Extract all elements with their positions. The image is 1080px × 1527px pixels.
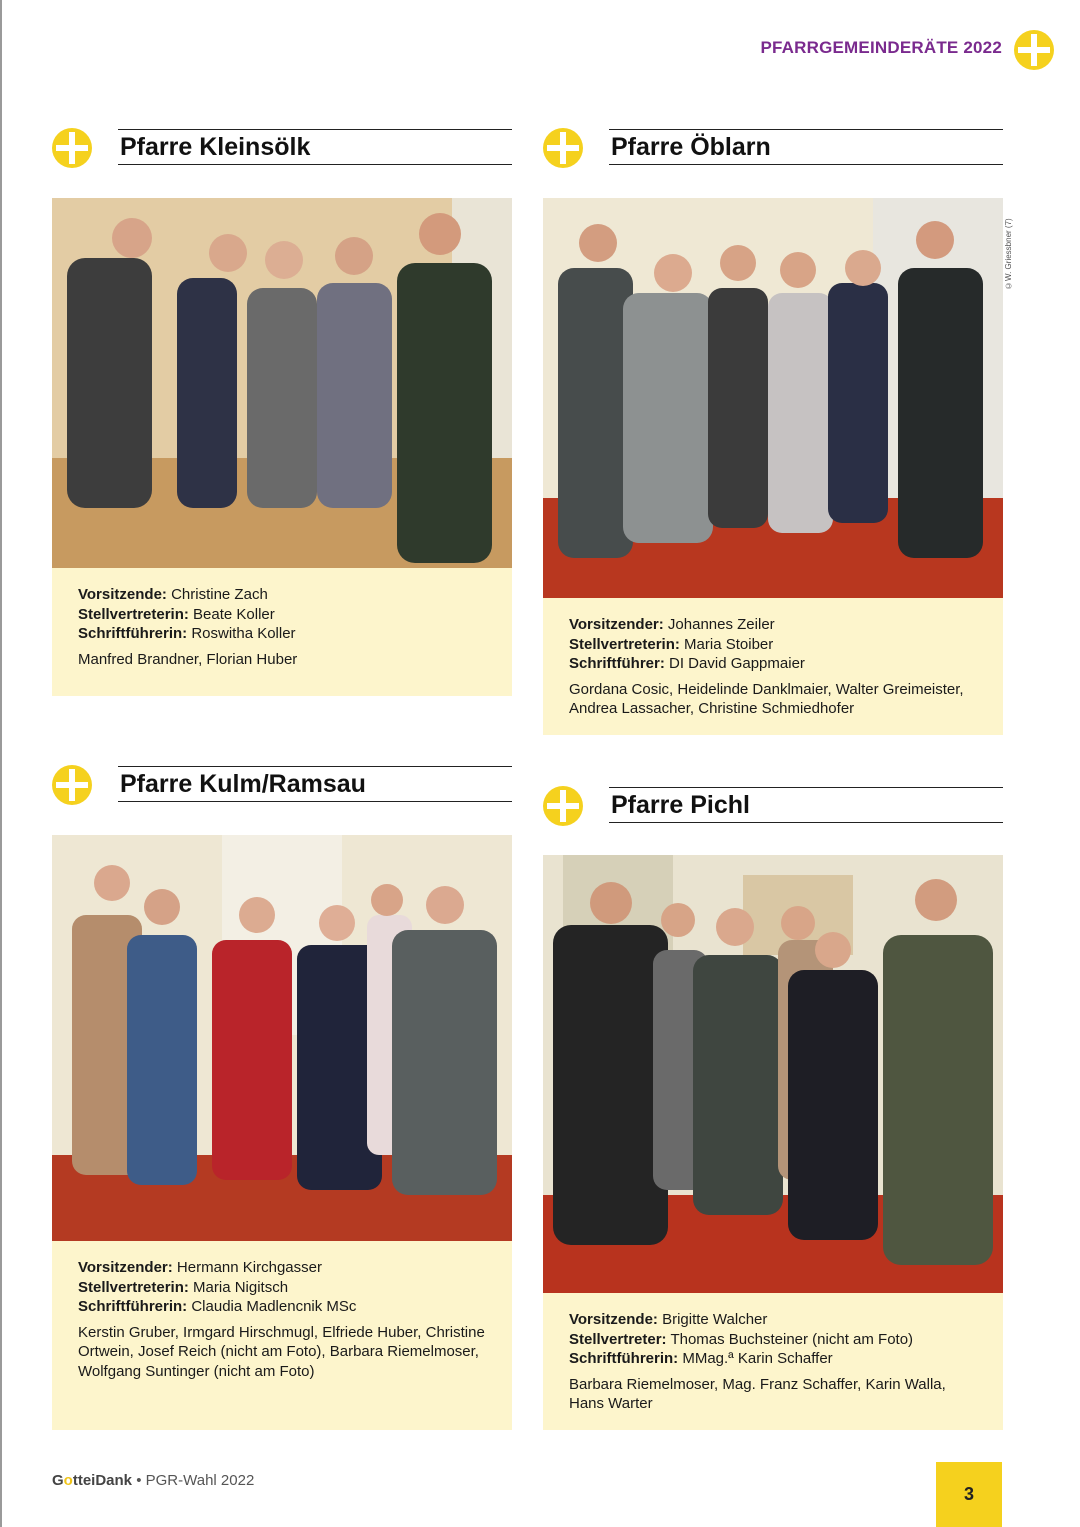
role-line: Stellvertreter: Thomas Buchsteiner (nicht am Foto): [569, 1330, 914, 1348]
page-edge-rule: [0, 0, 2, 1527]
role-line: Stellvertreterin: Maria Nigitsch: [78, 1278, 289, 1296]
section-title-kleinsoelk: Pfarre Kleinsölk: [118, 129, 512, 165]
role-line: Vorsitzende: Brigitte Walcher: [569, 1311, 768, 1328]
cross-icon: [52, 765, 92, 805]
role-line: Schriftführerin: Claudia Madlencnik MSc: [78, 1298, 357, 1315]
page-header-title: PFARRGEMEINDERÄTE 2022: [760, 38, 1002, 57]
role-line: Stellvertreterin: Beate Koller: [78, 605, 275, 623]
cross-logo-icon: [1014, 30, 1054, 70]
role-line: Vorsitzender: Johannes Zeiler: [569, 616, 775, 633]
group-photo-kleinsoelk: [52, 198, 512, 568]
caption-kulm-ramsau: [52, 1241, 512, 1430]
page-number: 3: [936, 1462, 1002, 1527]
role-line: Vorsitzende: Christine Zach: [78, 586, 268, 603]
caption-oeblarn: [543, 598, 1003, 735]
cross-icon: [52, 128, 92, 168]
role-line: Schriftführerin: Roswitha Koller: [78, 625, 296, 642]
photo-credit: ©W. Griessbner (7): [1004, 218, 1013, 290]
role-line: Schriftführerin: MMag.ª Karin Schaffer: [569, 1350, 833, 1367]
group-photo-pichl: [543, 855, 1003, 1293]
members-list: Gordana Cosic, Heidelinde Danklmaier, Walter Greimeister, Andrea Lassacher, Christine Schmiedhofer: [569, 680, 964, 717]
section-title-kulm-ramsau: Pfarre Kulm/Ramsau: [118, 766, 512, 802]
section-title-oeblarn: Pfarre Öblarn: [609, 129, 1003, 165]
footer: GotteiDank • PGR-Wahl 2022: [52, 1472, 255, 1489]
caption-pichl: [543, 1293, 1003, 1430]
footer-text: PGR-Wahl 2022: [145, 1472, 255, 1489]
caption-kleinsoelk: [52, 568, 512, 696]
cross-icon: [543, 786, 583, 826]
cross-icon: [543, 128, 583, 168]
members-list: Barbara Riemelmoser, Mag. Franz Schaffer, Karin Walla, Hans Warter: [569, 1375, 946, 1412]
group-photo-oeblarn: [543, 198, 1003, 598]
group-photo-kulm-ramsau: [52, 835, 512, 1241]
members-list: Manfred Brandner, Florian Huber: [78, 650, 298, 668]
members-list: Kerstin Gruber, Irmgard Hirschmugl, Elfriede Huber, Christine Ortwein, Josef Reich (nicht am Foto), Barbara Riemelmoser, Wolfgang Suntinger (nicht am Foto): [78, 1323, 485, 1380]
footer-brand: GotteiDank: [52, 1472, 133, 1489]
role-line: Schriftführer: DI David Gappmaier: [569, 655, 805, 672]
role-line: Stellvertreterin: Maria Stoiber: [569, 635, 774, 653]
role-line: Vorsitzender: Hermann Kirchgasser: [78, 1259, 322, 1276]
section-title-pichl: Pfarre Pichl: [609, 787, 1003, 823]
